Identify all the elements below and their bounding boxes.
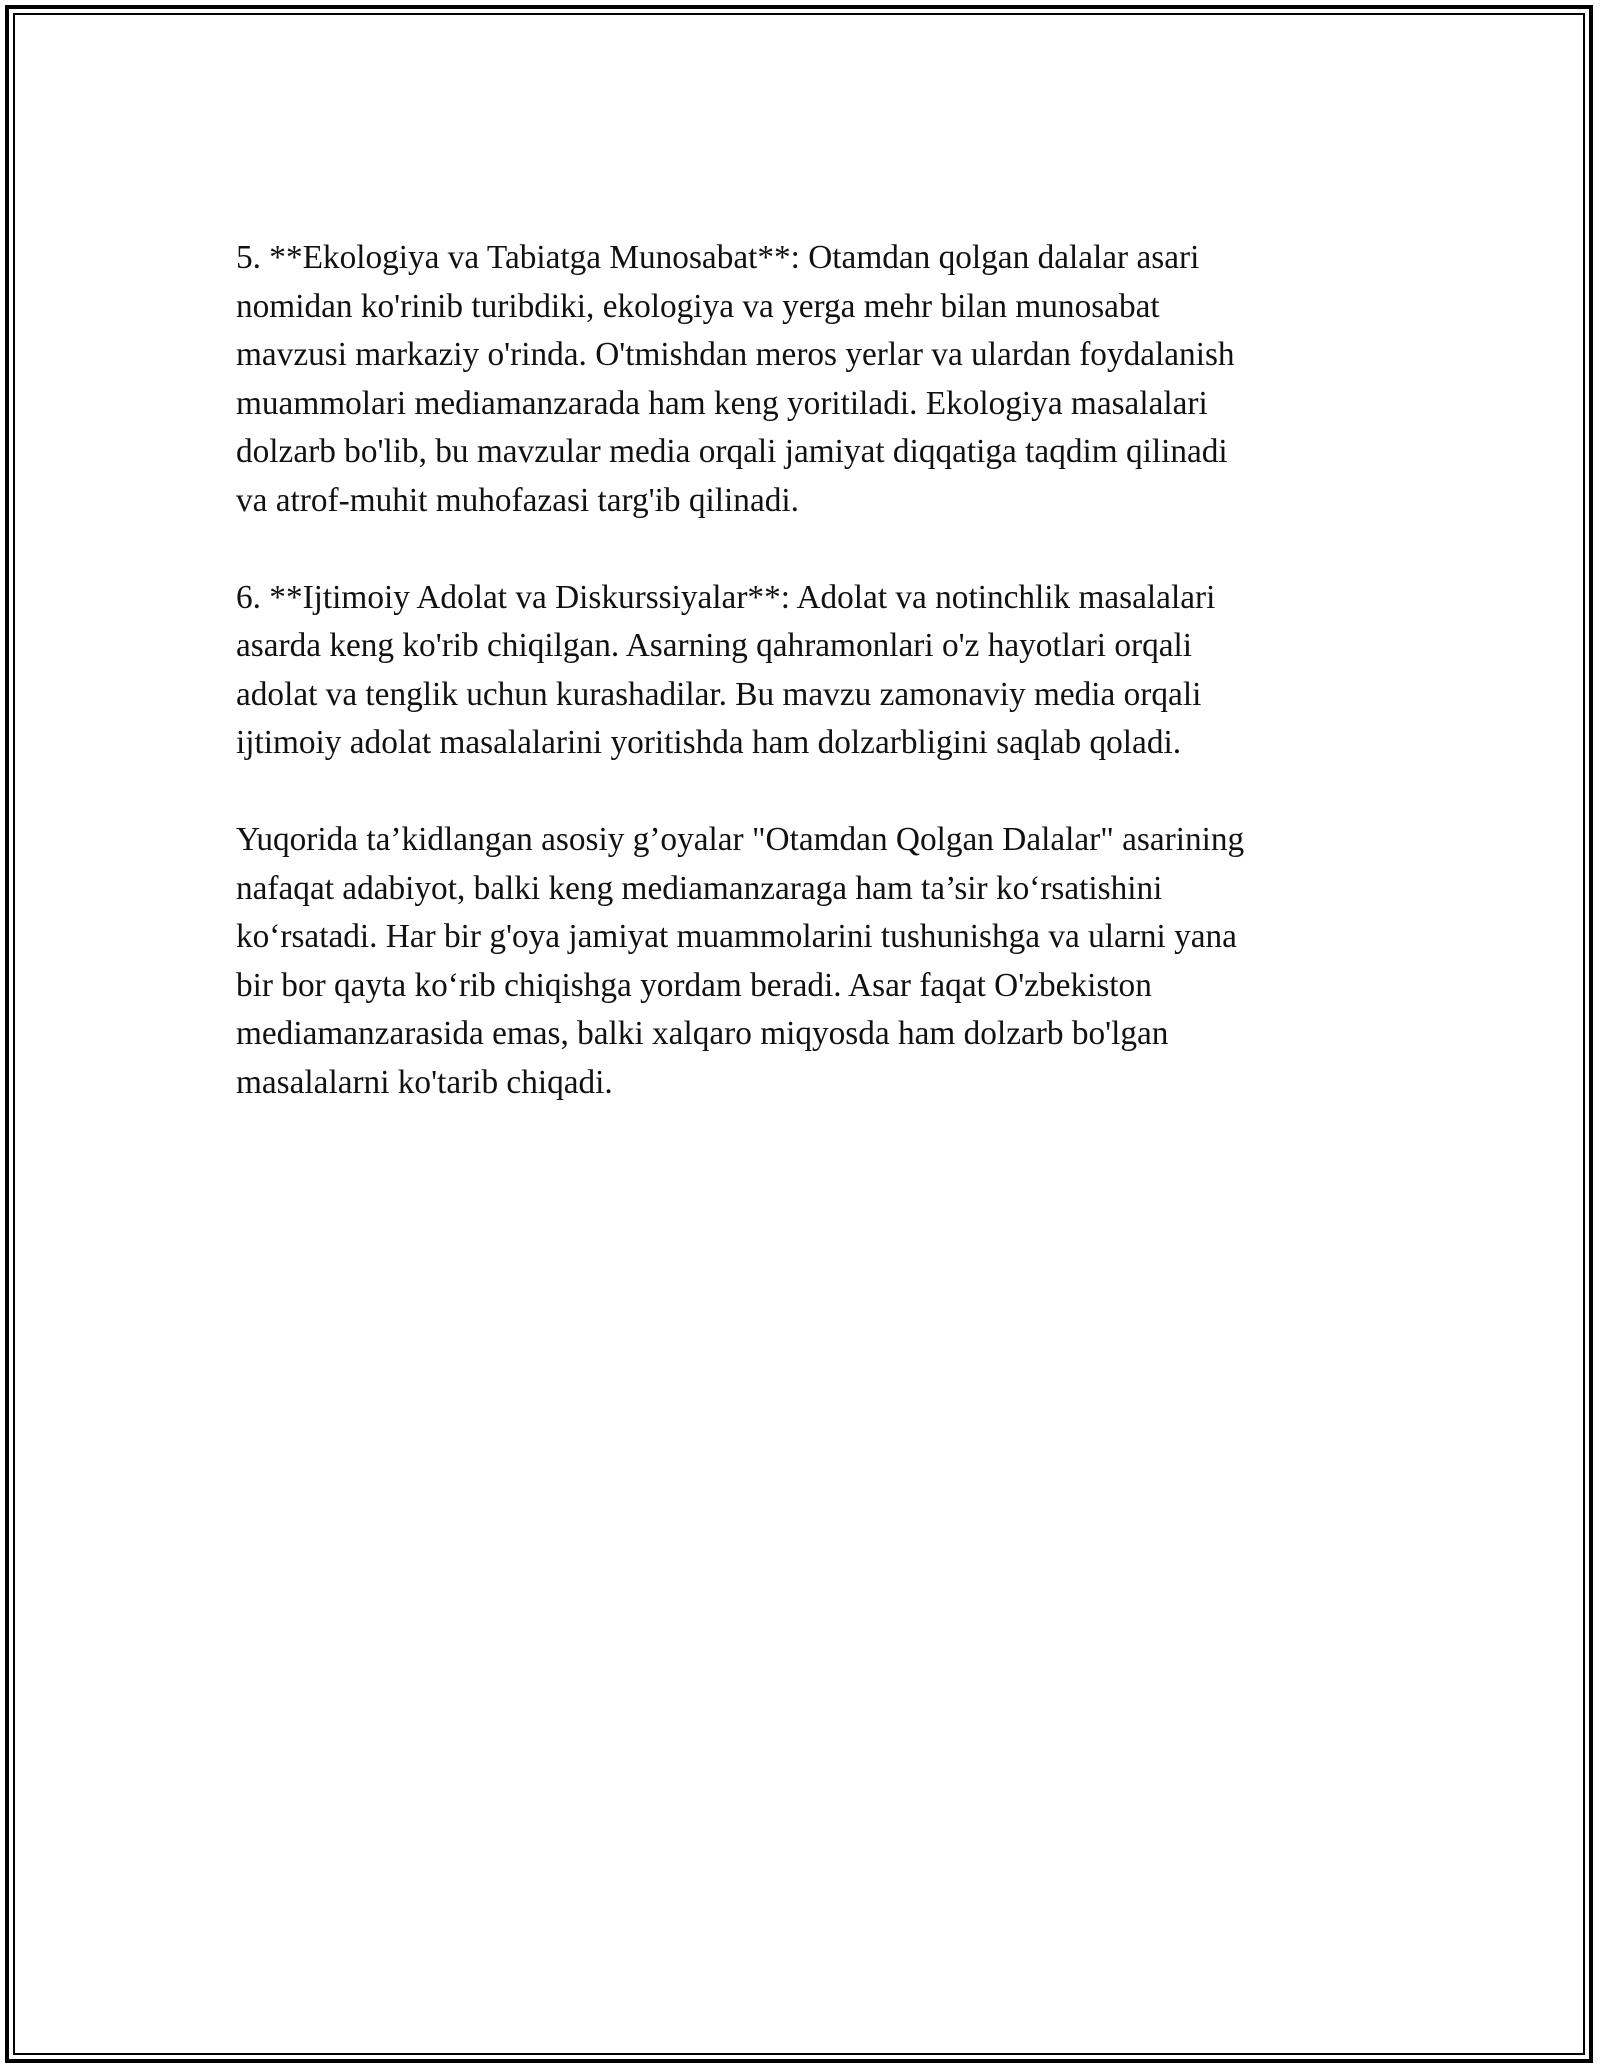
document-body (236, 234, 1376, 1156)
paragraph-ecology: 5. **Ekologiya va Tabiatga Munosabat**: Otamdan qolgan dalalar asari nomidan ko'rinib turibdiki, ekologiya va yerga mehr bilan munosabat mavzusi markaziy o'rinda. O'tmishdan meros yerlar va ulardan foydalanish muammolari mediamanzarada ham keng yoritiladi. Ekologiya masalalari dolzarb bo'lib, bu mavzular media orqali jamiyat diqqatiga taqdim qilinadi va atrof-muhit muhofazasi targ'ib qilinadi. (236, 239, 1235, 519)
paragraph-social-justice: 6. **Ijtimoiy Adolat va Diskurssiyalar**: Adolat va notinchlik masalalari asarda keng ko'rib chiqilgan. Asarning qahramonlari o'z hayotlari orqali adolat va tenglik uchun kurashadilar. Bu mavzu zamonaviy media orqali ijtimoiy adolat masalalarini yoritishda ham dolzarbligini saqlab qoladi. (236, 578, 1216, 761)
paragraph-conclusion: Yuqorida ta’kidlangan asosiy g’oyalar "Otamdan Qolgan Dalalar" asarining nafaqat adabiyot, balki keng mediamanzaraga ham ta’sir ko‘rsatishini ko‘rsatadi. Har bir g'oya jamiyat muammolarini tushunishga va ularni yana bir bor qayta ko‘rib chiqishga yordam beradi. Asar faqat O'zbekiston mediamanzarasida emas, balki xalqaro miqyosda ham dolzarb bo'lgan masalalarni ko'tarib chiqadi. (236, 821, 1245, 1101)
